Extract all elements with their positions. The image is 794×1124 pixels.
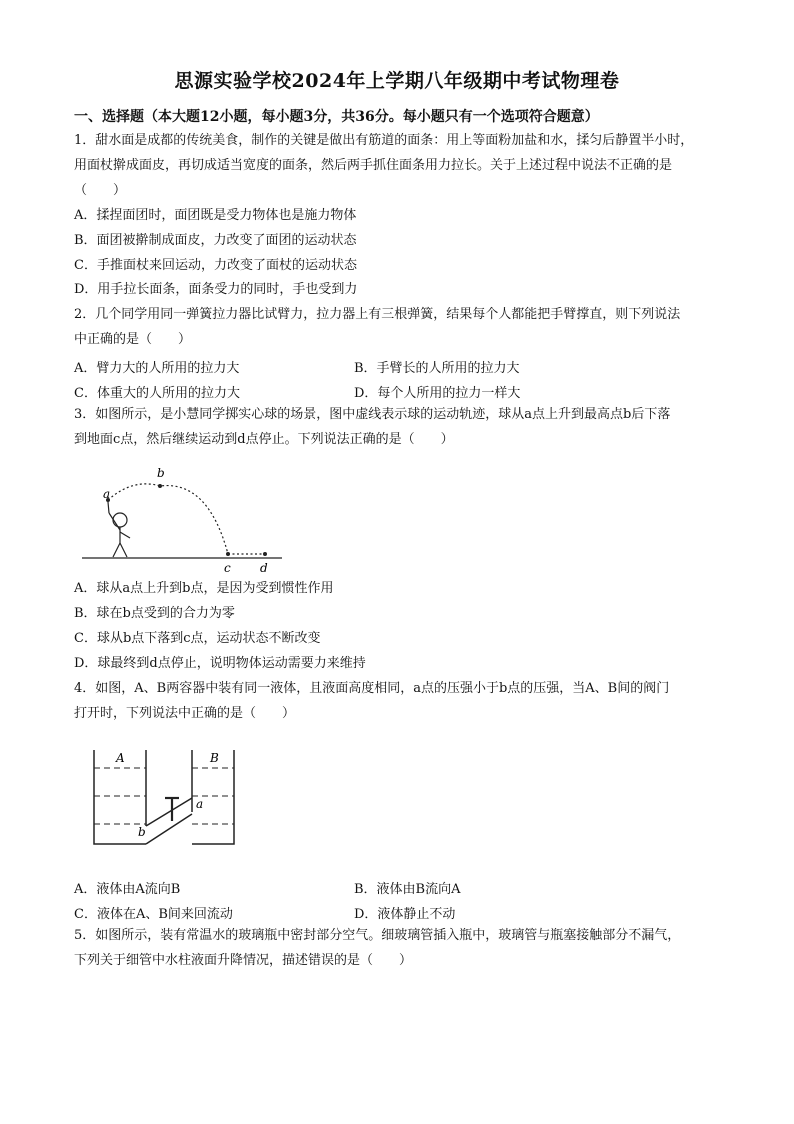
q1-stem-line: （ ） [74,183,127,198]
label-c: c [224,561,231,575]
q1-stem-line: 1．甜水面是成都的传统美食，制作的关键是做出有筋道的面条：用上等面粉加盐和水，揉匀后静置半小时， [74,133,694,148]
q3-option-d: D．球最终到d点停止，说明物体运动需要力来维持 [74,656,366,671]
q4-option-d: D．液体静止不动 [354,907,456,922]
q2-option-c: C．体重大的人所用的拉力大 [74,386,240,401]
label-d: d [260,561,268,575]
q2-option-d: D．每个人所用的拉力一样大 [354,386,521,401]
label-point-b: b [138,825,146,839]
q1-option-d: D．用手拉长面条，面条受力的同时，手也受到力 [74,282,358,297]
q2-option-a: A．臂力大的人所用的拉力大 [74,361,240,376]
q4-stem-line: 4．如图，A、B两容器中装有同一液体，且液面高度相同，a点的压强小于b点的压强，当A、B间的阀门 [74,681,670,696]
q1-stem-line: 用面杖擀成面皮，再切成适当宽度的面条，然后两手抓住面条用力拉长。关于上述过程中说法不正确的是 [74,158,673,173]
q2-stem-line: 2．几个同学用同一弹簧拉力器比试臂力，拉力器上有三根弹簧，结果每个人都能把手臂撑直，则下列说法 [74,307,681,322]
section-heading: 一、选择题（本大题12小题，每小题3分，共36分。每小题只有一个选项符合题意） [74,109,599,125]
connecting-pipe [146,814,192,844]
ball-throw-figure [78,458,293,578]
q3-option-b: B．球在b点受到的合力为零 [74,606,235,621]
point-c [226,552,230,556]
point-d [263,552,267,556]
q2-stem-line: 中正确的是（ ） [74,332,192,347]
q4-option-c: C．液体在A、B间来回流动 [74,907,233,922]
q1-option-c: C．手推面杖来回运动，力改变了面杖的运动状态 [74,258,357,273]
person-leg [120,543,127,557]
person-arm [108,502,109,513]
q3-stem-line: 3．如图所示，是小慧同学掷实心球的场景，图中虚线表示球的运动轨迹，球从a点上升到最高点b后下落 [74,407,671,422]
q4-option-a: A．液体由A流向B [74,882,181,897]
trajectory-dashed [108,484,228,554]
q4-option-b: B．液体由B流向A [354,882,461,897]
q2-option-b: B．手臂长的人所用的拉力大 [354,361,520,376]
q5-stem-line: 5．如图所示，装有常温水的玻璃瓶中密封部分空气。细玻璃管插入瓶中，玻璃管与瓶塞接触部分不漏气， [74,928,681,943]
label-b: b [157,466,165,480]
q3-option-c: C．球从b点下落到c点，运动状态不断改变 [74,631,321,646]
q1-option-b: B．面团被擀制成面皮，力改变了面团的运动状态 [74,233,357,248]
person-head [113,513,127,527]
label-container-a: A [116,751,125,765]
q4-stem-line: 打开时，下列说法中正确的是（ ） [74,706,296,721]
connected-containers-figure [84,746,254,856]
point-b [158,484,162,488]
person-leg [113,543,120,557]
q3-option-a: A．球从a点上升到b点，是因为受到惯性作用 [74,581,334,596]
person-arm [120,532,130,538]
q5-stem-line: 下列关于细管中水柱液面升降情况，描述错误的是（ ） [74,953,413,968]
label-point-a: a [196,797,204,811]
q3-stem-line: 到地面c点，然后继续运动到d点停止。下列说法正确的是（ ） [74,432,454,447]
q1-option-a: A．揉捏面团时，面团既是受力物体也是施力物体 [74,208,357,223]
label-container-b: B [210,751,219,765]
exam-title: 思源实验学校2024年上学期八年级期中考试物理卷 [174,70,620,92]
label-a: a [103,487,111,501]
connecting-pipe [146,798,192,826]
